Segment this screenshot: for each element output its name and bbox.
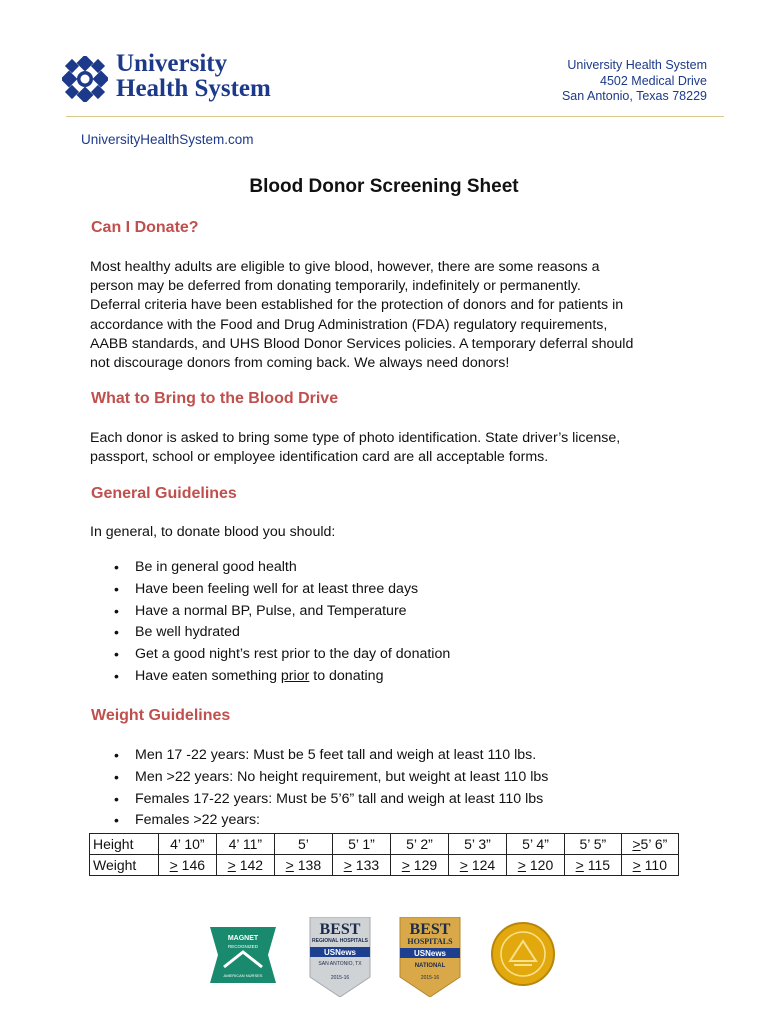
list-item: • Men >22 years: No height requirement, but weight at least 110 lbs xyxy=(92,767,548,789)
table-cell xyxy=(216,855,274,876)
header-divider xyxy=(66,116,724,117)
table-cell-value: 133 xyxy=(351,857,380,873)
table-cell: 5’ xyxy=(274,834,332,855)
magnet-recognized-badge-icon xyxy=(210,927,276,983)
list-item: • Females >22 years: xyxy=(92,810,548,832)
badge-usnews: USNews xyxy=(323,948,357,957)
magnet-badge-footer: AMERICAN NURSES xyxy=(223,973,263,978)
badge-category: HOSPITALS xyxy=(407,937,453,946)
badge-national: NATIONAL xyxy=(414,963,446,969)
paragraph-line: not discourage donors from coming back. We always need donors! xyxy=(90,355,510,372)
list-item: • Men 17 -22 years: Must be 5 feet tall and weigh at least 110 lbs. xyxy=(92,745,548,767)
list-item: • Have been feeling well for at least three days xyxy=(92,579,450,601)
paragraph-line: person may be deferred from donating temporarily, indefinitely or permanently. xyxy=(90,278,581,295)
document-title: Blood Donor Screening Sheet xyxy=(249,176,519,197)
table-row-header: Weight xyxy=(90,855,159,876)
general-guidelines-list xyxy=(92,557,450,688)
table-cell xyxy=(448,855,506,876)
table-cell: 5’ 1” xyxy=(332,834,390,855)
table-cell-value: 110 xyxy=(640,857,668,873)
table-cell: 5’ 4” xyxy=(507,834,565,855)
table-cell: 5’ 5” xyxy=(565,834,622,855)
university-health-system-logo-icon xyxy=(62,56,108,102)
badge-best: BEST xyxy=(319,921,361,938)
badge-years: 2015-16 xyxy=(420,975,440,981)
ge-symbol: > xyxy=(401,857,410,873)
table-cell xyxy=(507,855,565,876)
paragraph-line: Deferral criteria have been established for the protection of donors and for patients in xyxy=(90,297,624,314)
table-cell-value: 124 xyxy=(467,857,496,873)
paragraph-line: passport, school or employee identification card are all acceptable forms. xyxy=(90,449,549,466)
paragraph-can-i-donate xyxy=(90,258,680,373)
table-cell-value: 5’ 6” xyxy=(640,836,668,852)
badge-usnews: USNews xyxy=(413,949,447,958)
usnews-national-badge-icon xyxy=(398,917,462,997)
list-item-text: to donating xyxy=(309,667,384,684)
magnet-badge-title: MAGNET xyxy=(227,935,259,942)
heading-can-i-donate: Can I Donate? xyxy=(91,219,199,236)
address-block xyxy=(562,58,707,105)
paragraph-line: AABB standards, and UHS Blood Donor Services policies. A temporary deferral should xyxy=(90,335,634,352)
table-cell xyxy=(565,855,622,876)
joint-commission-seal-icon xyxy=(490,921,556,987)
table-cell-value: 120 xyxy=(525,857,554,873)
address-line2: 4502 Medical Drive xyxy=(600,73,707,88)
website-link[interactable]: UniversityHealthSystem.com xyxy=(81,132,254,147)
ge-symbol: > xyxy=(459,857,468,873)
badge-best: BEST xyxy=(409,921,451,938)
general-intro: In general, to donate blood you should: xyxy=(90,524,336,540)
badge-city: SAN ANTONIO, TX xyxy=(318,961,362,967)
address-line1: University Health System xyxy=(567,58,707,72)
ge-symbol: > xyxy=(285,857,294,873)
table-cell-value: 115 xyxy=(583,857,611,873)
table-row-weight xyxy=(90,855,679,876)
list-item-emphasis: prior xyxy=(280,667,310,684)
usnews-regional-badge-icon xyxy=(308,917,372,997)
table-row-height xyxy=(90,834,679,855)
table-cell xyxy=(390,855,448,876)
heading-weight-guidelines: Weight Guidelines xyxy=(91,707,231,724)
weight-guidelines-list xyxy=(92,745,548,832)
table-cell xyxy=(158,855,216,876)
heading-what-to-bring: What to Bring to the Blood Drive xyxy=(91,390,339,407)
list-item: • Be well hydrated xyxy=(92,622,450,644)
list-item: • Get a good night’s rest prior to the day of donation xyxy=(92,644,450,666)
paragraph-what-to-bring xyxy=(90,429,680,467)
ge-symbol: > xyxy=(169,857,178,873)
list-item: • Have a normal BP, Pulse, and Temperature xyxy=(92,601,450,623)
ge-symbol: > xyxy=(632,857,641,873)
list-item: • Be in general good health xyxy=(92,557,450,579)
organization-name xyxy=(116,51,271,101)
list-item-text: Have eaten something xyxy=(135,667,281,684)
table-cell xyxy=(621,855,678,876)
paragraph-line: Most healthy adults are eligible to give blood, however, there are some reasons a xyxy=(90,259,600,275)
ge-symbol: > xyxy=(632,836,641,852)
table-cell: 5’ 3” xyxy=(448,834,506,855)
organization-name-line2: Health System xyxy=(116,75,271,102)
heading-general-guidelines: General Guidelines xyxy=(91,485,237,502)
table-cell: 5’ 2” xyxy=(390,834,448,855)
magnet-badge-subtitle: RECOGNIZED xyxy=(227,944,259,949)
table-cell xyxy=(274,855,332,876)
height-weight-table xyxy=(89,833,679,876)
table-cell xyxy=(332,855,390,876)
address-line3: San Antonio, Texas 78229 xyxy=(561,89,707,103)
ge-symbol: > xyxy=(517,857,526,873)
ge-symbol: > xyxy=(575,857,584,873)
ge-symbol: > xyxy=(343,857,352,873)
paragraph-line: accordance with the Food and Drug Administration (FDA) regulatory requirements, xyxy=(90,316,608,333)
table-row-header: Height xyxy=(90,834,159,855)
badge-years: 2015-16 xyxy=(330,975,350,981)
list-item xyxy=(92,666,450,688)
table-cell-value: 138 xyxy=(293,857,322,873)
table-cell-value: 146 xyxy=(177,857,206,873)
list-item: • Females 17-22 years: Must be 5’6” tall and weigh at least 110 lbs xyxy=(92,789,548,811)
ge-symbol: > xyxy=(227,857,236,873)
organization-name-line1: University xyxy=(116,50,228,77)
table-cell-value: 129 xyxy=(409,857,438,873)
table-cell-value: 142 xyxy=(235,857,264,873)
table-cell: 4’ 11” xyxy=(216,834,274,855)
table-cell xyxy=(621,834,678,855)
paragraph-line: Each donor is asked to bring some type of photo identification. State driver’s license, xyxy=(90,430,621,446)
table-cell: 4’ 10” xyxy=(158,834,216,855)
badge-category: REGIONAL HOSPITALS xyxy=(312,938,368,944)
